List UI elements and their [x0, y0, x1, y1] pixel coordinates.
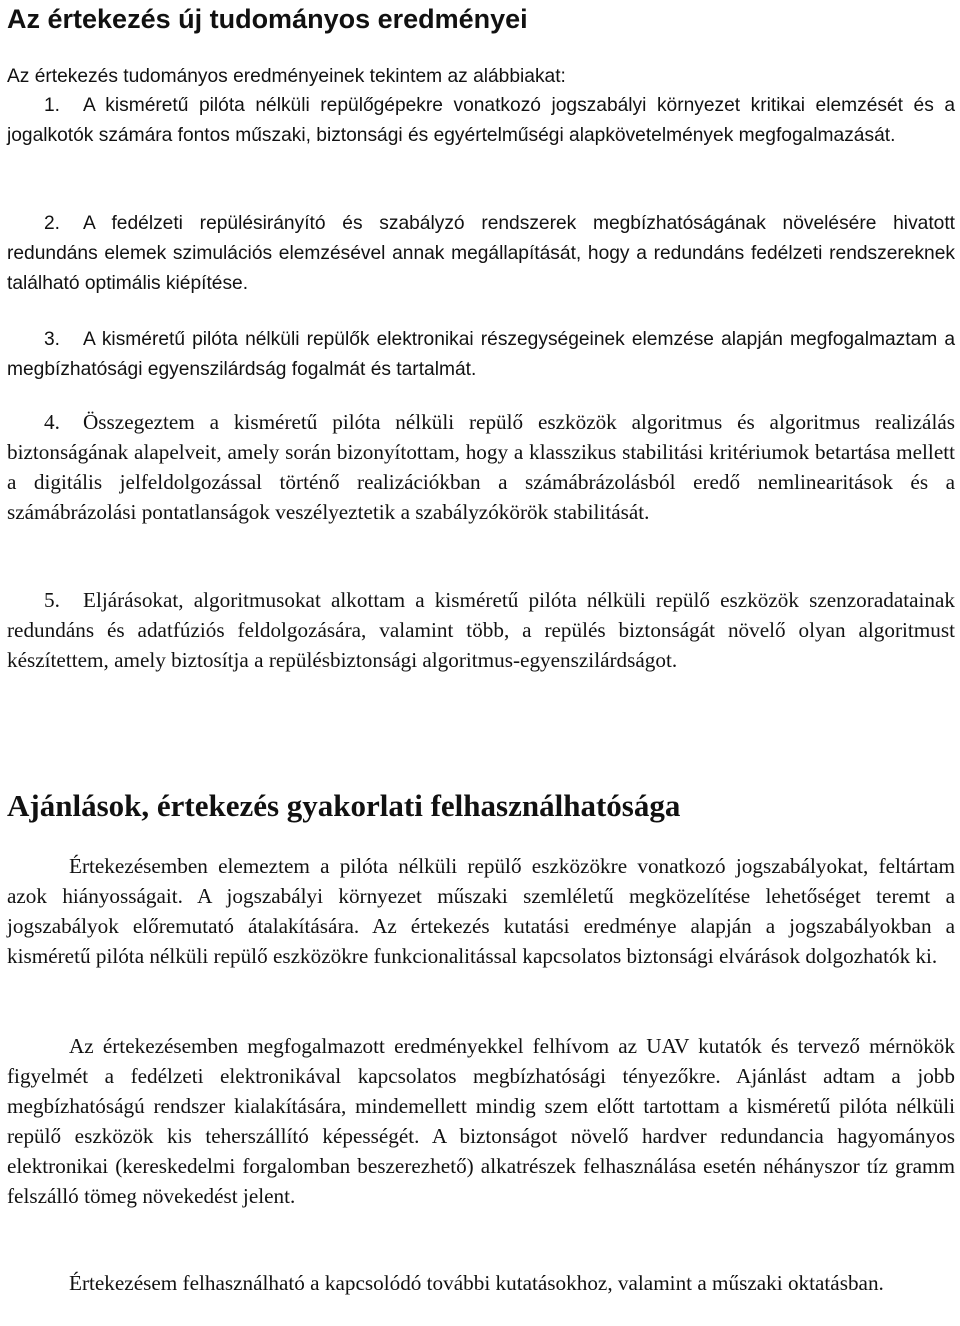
results-intro: Az értekezés tudományos eredményeinek tekintem az alábbiakat:	[7, 66, 566, 87]
result-item-number: 2.	[44, 213, 61, 234]
recommendations-heading: Ajánlások, értekezés gyakorlati felhasználhatósága	[7, 788, 681, 823]
result-item-text: Összegeztem a kisméretű pilóta nélküli repülő eszközök algoritmus és algoritmus realizálás biztonságának alapelveit, amely során bizonyítottam, hogy a klasszikus stabilitási kritériumok betartása mellett a digitális jelfeldolgozással történő realizációkban a számábrázolásból eredő nemlinearitások és a számábrázolási pontatlanságok veszélyeztetik a szabályzókörök stabilitását.	[7, 410, 955, 524]
result-item-5	[7, 585, 955, 675]
result-item-number: 5.	[44, 588, 60, 612]
result-item-text: A kisméretű pilóta nélküli repülőgépekre vonatkozó jogszabályi környezet kritikai elemzését és a jogalkotók számára fontos műszaki, biztonsági és egyértelműségi alapkövetelmények megfogalmazását.	[7, 95, 955, 146]
recommendations-paragraph-2: Az értekezésemben megfogalmazott eredményekkel felhívom az UAV kutatók és tervező mérnökök figyelmét a fedélzeti elektronikával kapcsolatos megbízhatósági tényezőkre. Ajánlást adtam a jobb megbízhatóságú rendszer kialakítására, mindemellett mindig szem előtt tartottam a kisméretű pilóta nélküli repülő eszközök kis teherszállító képességét. A biztonságot növelő hardver redundancia hagyományos elektronikai (kereskedelmi forgalomban beszerezhető) alkatrészek felhasználása esetén néhányszor tíz gramm felszálló tömeg növekedést jelent.	[7, 1034, 955, 1208]
result-item-text: Eljárásokat, algoritmusokat alkottam a kisméretű pilóta nélküli repülő eszközök szenzoradatainak redundáns és adatfúziós feldolgozására, valamint több, a repülés biztonságát növelő olyan algoritmust készítettem, amely biztosítja a repülésbiztonsági algoritmus-egyenszilárdságot.	[7, 588, 955, 672]
result-item-1	[7, 91, 955, 151]
result-item-text: A fedélzeti repülésirányító és szabályzó rendszerek megbízhatóságának növelésére hivatott redundáns elemek szimulációs elemzésével annak megállapítását, hogy a redundáns fedélzeti rendszereknek található optimális kiépítése.	[7, 213, 955, 294]
result-item-4	[7, 407, 955, 527]
result-item-3	[7, 325, 955, 385]
result-item-2	[7, 209, 955, 299]
recommendations-paragraph-3: Értekezésem felhasználható a kapcsolódó további kutatásokhoz, valamint a műszaki oktatásban.	[69, 1271, 884, 1295]
results-heading: Az értekezés új tudományos eredményei	[7, 4, 528, 34]
result-item-number: 3.	[44, 329, 61, 350]
result-item-number: 4.	[44, 410, 60, 434]
result-item-number: 1.	[44, 95, 61, 116]
result-item-text: A kisméretű pilóta nélküli repülők elektronikai részegységeinek elemzése alapján megfogalmaztam a megbízhatósági egyenszilárdság fogalmát és tartalmát.	[7, 329, 955, 380]
recommendations-paragraph-1: Értekezésemben elemeztem a pilóta nélküli repülő eszközökre vonatkozó jogszabályokat, feltártam azok hiányosságait. A jogszabályi környezet műszaki szemléletű megközelítése lehetőséget teremt a jogszabályok előremutató átalakítására. Az értekezés kutatási eredménye alapján a jogszabályokban a kisméretű pilóta nélküli repülő eszközökre funkcionalitással kapcsolatos biztonsági elvárások dolgozhatók ki.	[7, 854, 955, 968]
